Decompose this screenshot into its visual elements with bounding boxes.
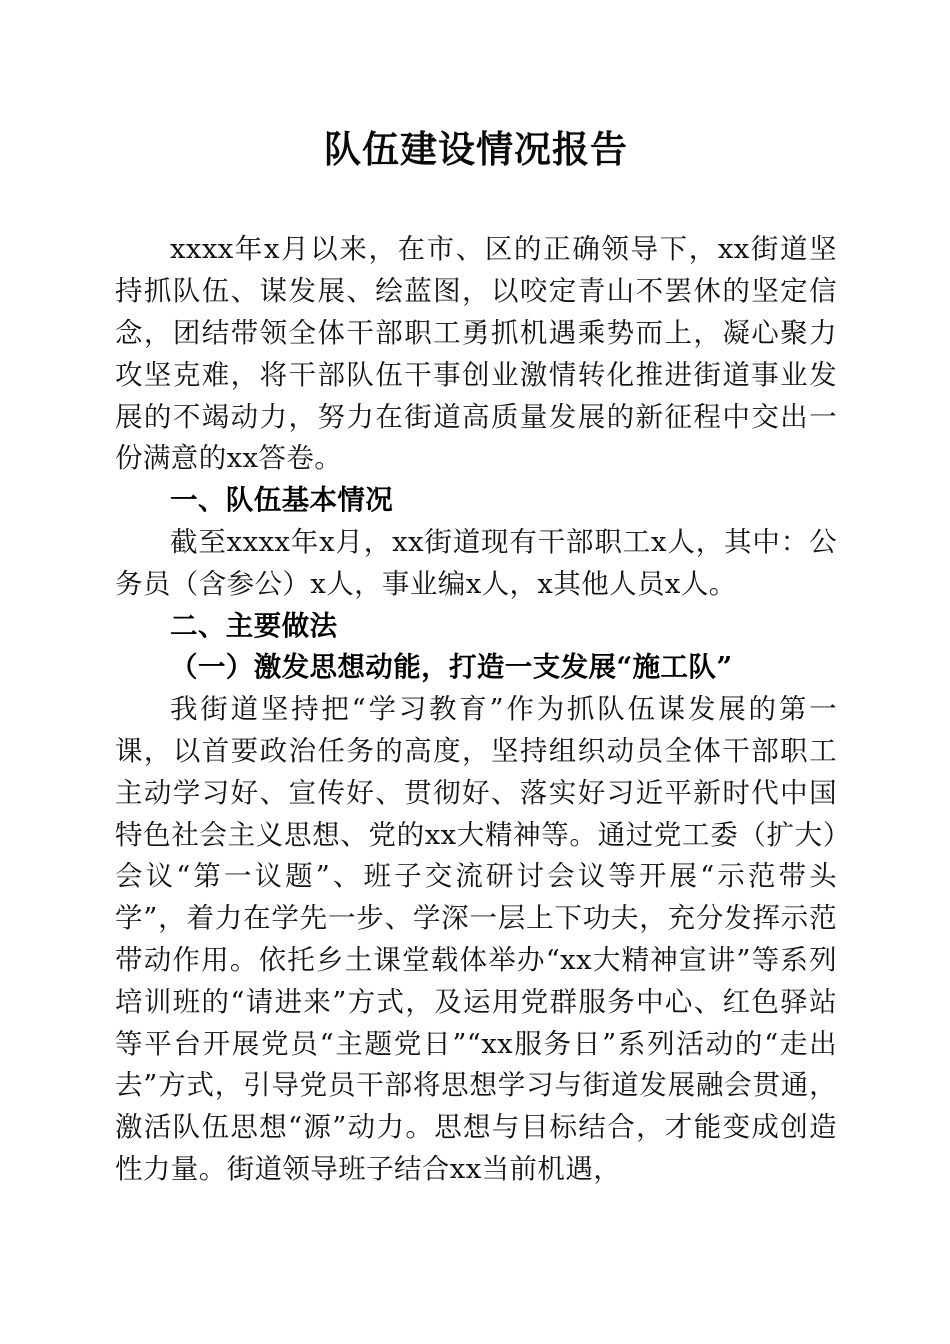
ideology-paragraph: 我街道坚持把“学习教育”作为抓队伍谋发展的第一课，以首要政治任务的高度，坚持组织动员全体干部职工主动学习好、宣传好、贯彻好、落实好习近平新时代中国特色社会主义思想、党的xx大精神等。通过党工委（扩大）会议“第一议题”、班子交流研讨会议等开展“示范带头学”，着力在学先一步、学深一层上下功夫，充分发挥示范带动作用。依托乡土课堂载体举办“xx大精神宣讲”等系列培训班的“请进来”方式，及运用党群服务中心、红色驿站等平台开展党员“主题党日”“xx服务日”系列活动的“走出去”方式，引导党员干部将思想学习与街道发展融会贯通，激活队伍思想“源”动力。思想与目标结合，才能变成创造性力量。街道领导班子结合xx当前机遇， <box>115 693 837 1185</box>
opening-paragraph: xxxx年x月以来，在市、区的正确领导下，xx街道坚持抓队伍、谋发展、绘蓝图，以咬定青山不罢休的坚定信念，团结带领全体干部职工勇抓机遇乘势而上，凝心聚力攻坚克难，将干部队伍干事创业激情转化推进街道事业发展的不竭动力，努力在街道高质量发展的新征程中交出一份满意的xx答卷。 <box>115 233 837 475</box>
section-heading-two: 二、主要做法 <box>170 609 338 642</box>
subsection-heading-one: （一）激发思想动能，打造一支发展“施工队” <box>170 651 733 684</box>
title-spacer <box>115 172 837 229</box>
page-content-area <box>115 0 837 1191</box>
staffing-paragraph: 截至xxxx年x月，xx街道现有干部职工x人，其中：公务员（含参公）x人，事业编x人，x其他人员x人。 <box>115 525 837 600</box>
page-title: 队伍建设情况报告 <box>324 128 628 171</box>
section-heading-one: 一、队伍基本情况 <box>170 484 394 517</box>
